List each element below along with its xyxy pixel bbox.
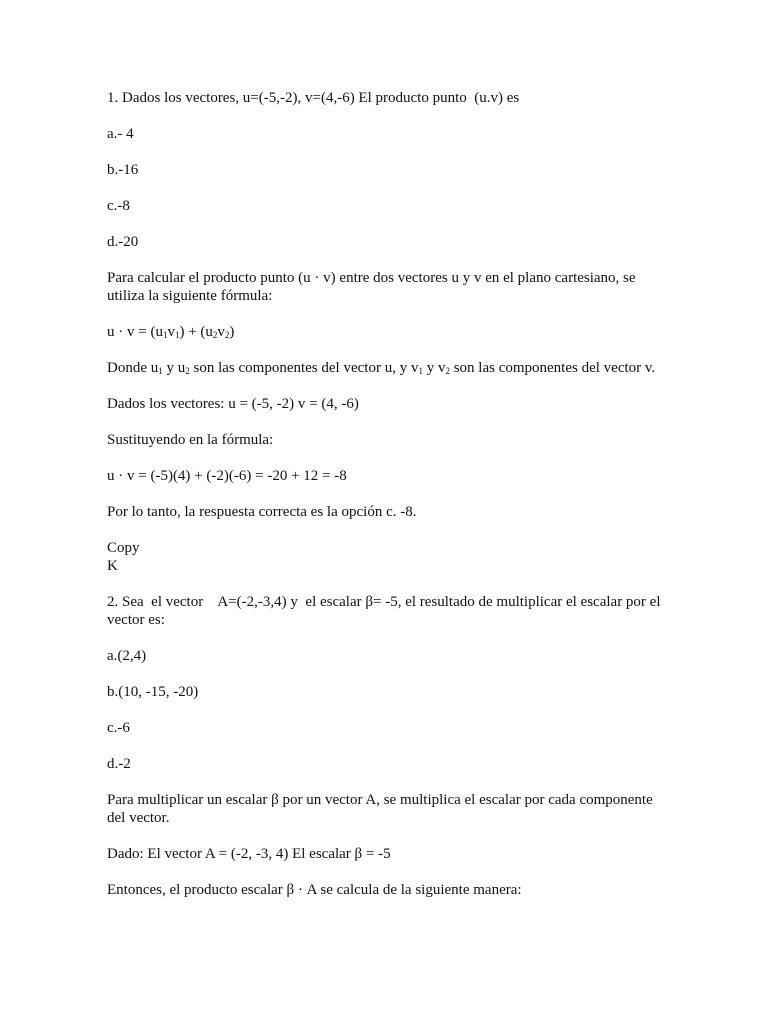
- question-2-procedure: Entonces, el producto escalar β · A se calcula de la siguiente manera:: [107, 882, 522, 898]
- question-2-text: 2. Sea el vector A=(-2,-3,4) y el escalar β= -5, el resultado de multiplicar el escalar por el vector es:: [107, 594, 665, 628]
- question-1-explanation: Para calcular el producto punto (u · v) entre dos vectores u y v en el plano cartesiano, se utiliza la siguiente fórmula:: [107, 270, 640, 304]
- components-subscript: 2: [445, 366, 450, 376]
- components-subscript: 2: [185, 366, 190, 376]
- question-1-given: Dados los vectores: u = (-5, -2) v = (4, -6): [107, 396, 359, 412]
- question-1-text: 1. Dados los vectores, u=(-5,-2), v=(4,-6) El producto punto (u.v) es: [107, 90, 520, 106]
- question-1-substituting: Sustituyendo en la fórmula:: [107, 432, 274, 448]
- components-part: son las componentes del vector v.: [449, 360, 656, 376]
- copy-block: [107, 539, 667, 575]
- formula-part: v: [167, 324, 175, 340]
- question-1-option-d: d.-20: [107, 234, 139, 250]
- components-part: son las componentes del vector u, y v: [189, 360, 419, 376]
- components-subscript: 1: [158, 366, 163, 376]
- k-label: K: [107, 558, 118, 574]
- components-subscript: 1: [418, 366, 423, 376]
- copy-label: Copy: [107, 540, 140, 556]
- formula-subscript: 2: [224, 330, 230, 340]
- question-1-calculation: u · v = (-5)(4) + (-2)(-6) = -20 + 12 = -8: [107, 468, 347, 484]
- components-part: y v: [422, 360, 446, 376]
- formula-subscript: 2: [212, 330, 218, 340]
- question-1-option-b: b.-16: [107, 162, 139, 178]
- formula-part: v: [217, 324, 225, 340]
- formula-subscript: 1: [174, 330, 180, 340]
- components-explanation: [107, 359, 667, 377]
- question-1-option-c: c.-8: [107, 198, 130, 214]
- components-part: Donde u: [107, 360, 159, 376]
- question-2-option-d: d.-2: [107, 756, 131, 772]
- question-1-option-a: a.- 4: [107, 126, 134, 142]
- formula-part: u · v = (u: [107, 324, 163, 340]
- formula-part: ) + (u: [179, 324, 213, 340]
- question-2-option-b: b.(10, -15, -20): [107, 684, 199, 700]
- dot-product-formula: [107, 323, 667, 341]
- question-2-option-a: a.(2,4): [107, 648, 147, 664]
- components-part: y u: [162, 360, 186, 376]
- formula-part: ): [229, 324, 235, 340]
- question-2-explanation: Para multiplicar un escalar β por un vector A, se multiplica el escalar por cada componente del vector.: [107, 792, 657, 826]
- document-page: [107, 89, 667, 917]
- formula-subscript: 1: [162, 330, 168, 340]
- question-1-conclusion: Por lo tanto, la respuesta correcta es la opción c. -8.: [107, 504, 417, 520]
- question-2-given: Dado: El vector A = (-2, -3, 4) El escalar β = -5: [107, 846, 391, 862]
- question-2-option-c: c.-6: [107, 720, 130, 736]
